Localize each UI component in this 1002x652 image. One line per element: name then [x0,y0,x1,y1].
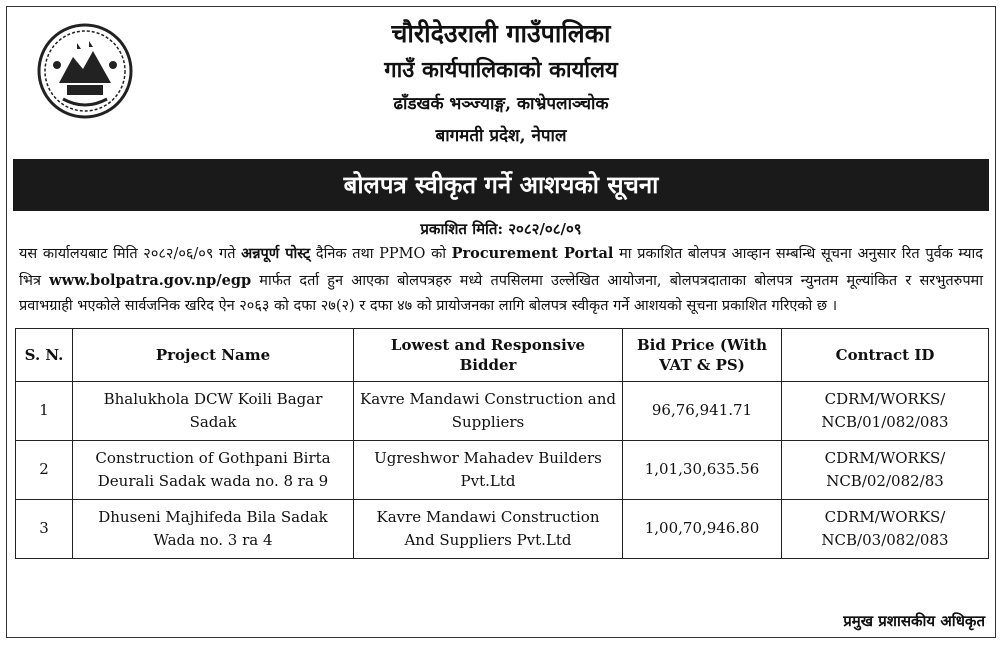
cell-sn: 2 [16,440,73,499]
cell-sn: 1 [16,381,73,440]
cell-contract: CDRM/WORKS/ NCB/03/082/083 [782,499,989,558]
publication-date-label: प्रकाशित मिति: [420,220,504,238]
cell-price: 1,01,30,635.56 [623,440,782,499]
signatory-title: प्रमुख प्रशासकीय अधिकृत [843,612,985,630]
cell-project: Bhalukhola DCW Koili Bagar Sadak [73,381,354,440]
letterhead [7,7,995,159]
newspaper-name: अन्नपूर्ण पोस्ट् [241,245,311,262]
notice-paragraph [19,241,983,320]
cell-contract: CDRM/WORKS/ NCB/01/082/083 [782,381,989,440]
table-row [16,381,989,440]
publication-date-value: २०८२/०८/०९ [508,220,582,238]
office-name: गाउँ कार्यपालिकाको कार्यालय [384,57,618,83]
table-row [16,499,989,558]
notice-text-1: यस कार्यालयबाट मिति २०८२/०६/०९ गते [19,246,242,262]
cell-project: Construction of Gothpani Birta Deurali Sadak wada no. 8 ra 9 [73,440,354,499]
table-row [16,440,989,499]
notice-text-3: मा प्रकाशित बोलपत्र आव्हान सम्बन्धि सूचना अनुसार रित पुर्वक म्याद भित्र [19,246,984,289]
notice-title-banner: बोलपत्र स्वीकृत गर्ने आशयको सूचना [13,159,989,211]
header-project: Project Name [73,328,354,381]
notice-text-2: दैनिक तथा PPMO को [310,246,452,262]
office-address: ढाँडखर्क भञ्ज्याङ्ग, काभ्रेपलाञ्चोक [393,94,609,114]
bolpatra-website-link[interactable]: www.bolpatra.gov.np/egp [49,271,252,289]
notice-text-4: मार्फत दर्ता हुन आएका बोलपत्रहरु मध्ये तपसिलमा उल्लेखित आयोजना, बोलपत्रदाताका बोलपत्र न्युनतम मूल्यांकित र सरभुतरुपमा प्रवाभग्राही भएकोले सार्वजनिक खरिद ऐन २०६३ को दफा २७(२) र दफा ४७ को प्रायोजनका लागि बोलपत्र स्वीकृत गर्ने आशयको सूचना प्रकाशित गरिएको छ । [19,272,983,314]
table-header-row [16,328,989,381]
cell-price: 96,76,941.71 [623,381,782,440]
header-sn: S. N. [16,328,73,381]
municipality-name: चौरीदेउराली गाउँपालिका [391,19,611,48]
procurement-portal: Procurement Portal [451,245,614,262]
publication-date [7,219,995,239]
cell-bidder: Ugreshwor Mahadev Builders Pvt.Ltd [354,440,623,499]
notice-page [6,6,996,638]
bid-table [15,328,989,559]
header-contract: Contract ID [782,328,989,381]
province-country: बागमती प्रदेश, नेपाल [435,126,567,146]
cell-sn: 3 [16,499,73,558]
cell-bidder: Kavre Mandawi Construction And Suppliers Pvt.Ltd [354,499,623,558]
cell-contract: CDRM/WORKS/ NCB/02/082/83 [782,440,989,499]
cell-project: Dhuseni Majhifeda Bila Sadak Wada no. 3 ra 4 [73,499,354,558]
cell-price: 1,00,70,946.80 [623,499,782,558]
header-bidder: Lowest and Responsive Bidder [354,328,623,381]
cell-bidder: Kavre Mandawi Construction and Suppliers [354,381,623,440]
header-price: Bid Price (With VAT & PS) [623,328,782,381]
